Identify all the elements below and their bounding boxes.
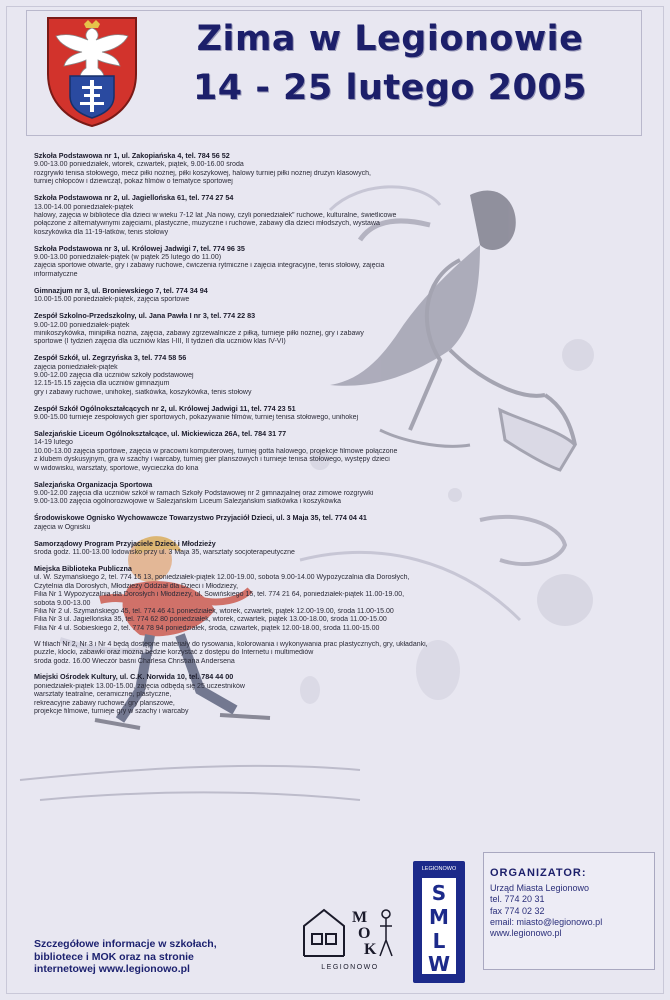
section-line: puzzle, klocki, zabawki oraz można będzie korzystać z dostępu do Internetu i multimediów xyxy=(34,649,314,657)
mok-caption: LEGIONOWO xyxy=(321,964,379,971)
section-line: Filia Nr 2 ul. Szymańskiego 45, tel. 774 46 41 poniedziałek, wtorek, czwartek, piątek 12.00-19.00, środa 11.00-15.00 xyxy=(34,607,394,615)
organizer-website: www.legionowo.pl xyxy=(490,928,562,939)
more-info-line: Szczegółowe informacje w szkołach, xyxy=(34,938,217,950)
more-info-line: bibliotece i MOK oraz na stronie xyxy=(34,950,194,963)
smlw-logo xyxy=(410,858,468,986)
section-line: rekreacyjne zabawy ruchowe, gry planszowe, xyxy=(34,699,175,707)
organizer-email: email: miasto@legionowo.pl xyxy=(490,916,603,927)
mok-letter: M xyxy=(352,909,368,926)
section-line: zajęcia w Ognisku xyxy=(34,523,91,531)
schedule-section xyxy=(34,673,504,716)
section-line: Filia Nr 4 ul. Sobieskiego 2, tel. 774 78 94 poniedziałek, środa, czwartek, piątek 12.00-18.00, środa 11.00-15.00 xyxy=(34,624,380,632)
schedule-section xyxy=(34,287,504,305)
smlw-top-caption: LEGIONOWO xyxy=(421,866,457,872)
schedule-section xyxy=(34,354,504,397)
section-line: zajęcia poniedziałek-piątek xyxy=(34,363,118,371)
section-heading: Zespół Szkolno-Przedszkolny, ul. Jana Pawła I nr 3, tel. 774 22 83 xyxy=(34,311,256,321)
section-heading: Salezjańska Organizacja Sportowa xyxy=(34,479,153,489)
smlw-letter: S xyxy=(431,881,447,905)
schedule-section xyxy=(34,430,504,473)
section-heading: Salezjańskie Liceum Ogólnokształcące, ul. Mickiewicza 26A, tel. 784 31 77 xyxy=(34,429,287,439)
schedule-section xyxy=(34,312,504,347)
section-line: Filia Nr 1 Wypożyczalnia dla Dorosłych i Młodzieży, ul. Sowińskiego 15, tel. 774 21 64, poniedziałek-piątek 11.00-19.00, xyxy=(34,591,405,599)
section-line: turniej chłopców i dziewcząt, pokaz filmów o tematyce sportowej xyxy=(34,178,233,186)
section-line: minikoszykówka, minipiłka nożna, zajęcia, zabawy zgrzewalnicze z piłką, turnieje piłki nożnej, gry i zabawy xyxy=(34,329,364,337)
section-heading: Środowiskowe Ognisko Wychowawcze Towarzystwo Przyjaciół Dzieci, ul. 3 Maja 35, tel. 774 04 41 xyxy=(34,513,367,523)
schedule-list xyxy=(34,152,504,724)
section-heading: Miejska Biblioteka Publiczna xyxy=(34,563,132,573)
more-info-line: internetowej www.legionowo.pl xyxy=(34,963,190,975)
section-line: koszykówka dla 11-19-latków, tenis stołowy xyxy=(34,228,169,236)
section-heading: Zespół Szkół Ogólnokształcących nr 2, ul. Królowej Jadwigi 11, tel. 774 23 51 xyxy=(34,403,296,413)
mok-letter: O xyxy=(358,925,371,942)
schedule-section xyxy=(34,481,504,507)
section-line: w widowisku, warsztaty, sportowe, wycieczka do kina xyxy=(34,464,199,472)
section-line: warsztaty teatralne, ceramiczne, plastyczne, xyxy=(34,691,172,699)
schedule-section xyxy=(34,514,504,532)
section-line: 10.00-13.00 zajęcia sportowe, zajęcia w pracowni komputerowej, turniej gotta halowego, projekcje filmowe połączone xyxy=(34,447,398,455)
section-line: W filiach Nr 2, Nr 3 i Nr 4 będą dostępne materiały do rysowania, kolorowania i wykonywania prac plastycznych, gry, układanki, xyxy=(34,640,428,648)
section-line: halowy, zajęcia w bibliotece dla dzieci w wieku 7-12 lat „Na nowy, czyli poniedziałek” ruchowe, kulturalne, świetlicowe xyxy=(34,211,397,219)
title-line-dates: 14 - 25 lutego 2005 xyxy=(192,68,588,108)
mok-building-icon xyxy=(304,910,344,956)
section-line: 14-19 lutego xyxy=(34,439,73,447)
section-line: sobota 9.00-13.00 xyxy=(34,599,91,607)
section-line: sportowe (I tydzień zajęcia dla uczniów klas I-III, II tydzień dla uczniów klas IV-VI) xyxy=(34,338,286,346)
section-line: poniedziałek-piątek 13.00-15.00, zajęcia odbędą się 25 uczestników xyxy=(34,682,245,690)
section-line: zajęcia sportowe otwarte, gry i zabawy ruchowe, ćwiczenia rytmiczne i zajęcia integracyjne, tenis stołowy, zajęcia xyxy=(34,262,385,270)
section-line: Czytelnia dla Dorosłych, Młodzieży Oddział dla Dzieci i Młodzieży, xyxy=(34,582,239,590)
poster-title xyxy=(150,16,630,114)
organizer-fax: fax 774 02 32 xyxy=(490,905,545,916)
section-line: informatyczne xyxy=(34,270,78,278)
smlw-letter: W xyxy=(427,952,451,976)
section-line: 9.00-12.00 zajęcia dla uczniów szkół w ramach Szkoły Podstawowej nr 2 gimnazjalnej oraz zimowe rozgrywki xyxy=(34,490,374,497)
section-line: rozgrywki tenisa stołowego, mecz piłki nożnej, piłki koszykowej, halowy turniej piłki nożnej drużyn klasowych, xyxy=(34,169,371,177)
schedule-section xyxy=(34,540,504,558)
section-line: 9.00-13.00 poniedziałek, wtorek, czwartek, piątek, 9.00-16.00 środa xyxy=(34,161,244,169)
section-line: 9.00-13.00 zajęcia ogólnorozwojowe w Salezjańskim Liceum Salezjańskim siatkówka i koszykówka xyxy=(34,498,341,506)
more-info-note xyxy=(34,938,284,976)
section-line: 13.00-14.00 poniedziałek-piątek xyxy=(34,203,134,211)
organizer-box xyxy=(483,852,655,970)
schedule-section xyxy=(34,405,504,423)
section-line: z klubem dyskusyjnym, gra w szachy i warcaby, turniej gier planszowych i turnieje tenisa stołowego, występy dzieci xyxy=(34,456,390,464)
section-heading: Zespół Szkół, ul. Zegrzyńska 3, tel. 774 58 56 xyxy=(34,353,187,363)
legionowo-coat-of-arms-icon xyxy=(44,14,140,128)
section-line: środa godz. 16.00 Wieczór baśni Charlesa Christiana Andersena xyxy=(34,657,235,665)
section-line: połączone z alternatywnymi zajęciami, plastyczne, muzyczne i ruchowe, zabawy dla dzieci młodszych, wystawa xyxy=(34,220,380,228)
mok-figure-icon xyxy=(380,910,392,956)
section-line: Filia Nr 3 ul. Jagiellońska 35, tel. 774 62 80 poniedziałek, wtorek, czwartek, piątek 13.00-18.00, środa 11.00-15.00 xyxy=(34,616,387,624)
smlw-letter: L xyxy=(432,929,446,953)
organizer-phone: tel. 774 20 31 xyxy=(490,894,545,905)
section-line: 9.00-15.00 turnieje zespołowych gier sportowych, pokazywanie filmów, turniej tenisa stołowego, unihokej xyxy=(34,414,359,422)
smlw-letter: M xyxy=(429,905,449,929)
schedule-section xyxy=(34,565,504,633)
section-heading: Szkoła Podstawowa nr 1, ul. Zakopiańska 4, tel. 784 56 52 xyxy=(34,151,230,160)
schedule-section xyxy=(34,641,504,666)
section-heading: Szkoła Podstawowa nr 3, ul. Królowej Jadwigi 7, tel. 774 96 35 xyxy=(34,243,245,253)
section-line: środa godz. 11.00-13.00 lodowisko przy ul. 3 Maja 35, warsztaty socjoterapeutyczne xyxy=(34,549,295,557)
title-line-event: Zima w Legionowie xyxy=(196,19,584,59)
section-line: 9.00-12.00 poniedziałek-piątek xyxy=(34,321,130,329)
section-line: 9.00-12.00 zajęcia dla uczniów szkoły podstawowej xyxy=(34,372,194,380)
section-line: 9.00-13.00 poniedziałek-piątek (w piątek 25 lutego do 11.00) xyxy=(34,254,222,262)
section-heading: Gimnazjum nr 3, ul. Broniewskiego 7, tel. 774 34 94 xyxy=(34,285,208,295)
schedule-section xyxy=(34,152,504,187)
section-line: 10.00-15.00 poniedziałek-piątek, zajęcia sportowe xyxy=(34,296,190,304)
organizer-name: Urząd Miasta Legionowo xyxy=(490,883,590,893)
organizer-title: ORGANIZATOR: xyxy=(490,867,587,879)
schedule-section xyxy=(34,194,504,237)
section-line: ul. W. Szymańskiego 2, tel. 774 15 13, poniedziałek-piątek 12.00-19.00, sobota 9.00-14.00 Wypożyczalnia dla Dorosłych, xyxy=(34,574,410,582)
section-line: projekcje filmowe, turnieje gry w szachy i warcaby xyxy=(34,708,189,716)
schedule-section xyxy=(34,245,504,280)
section-heading: Samorządowy Program Przyjaciele Dzieci i Młodzieży xyxy=(34,538,216,548)
section-heading: Miejski Ośrodek Kultury, ul. C.K. Norwida 10, tel. 784 44 00 xyxy=(34,672,234,682)
mok-logo xyxy=(300,900,400,972)
section-heading: Szkoła Podstawowa nr 2, ul. Jagiellońska 61, tel. 774 27 54 xyxy=(34,193,234,203)
section-line: 12.15-15.15 zajęcia dla uczniów gimnazjum xyxy=(34,380,170,388)
section-line: gry i zabawy ruchowe, unihokej, siatkówka, koszykówka, tenis stołowy xyxy=(34,388,252,396)
mok-letter: K xyxy=(364,941,377,958)
